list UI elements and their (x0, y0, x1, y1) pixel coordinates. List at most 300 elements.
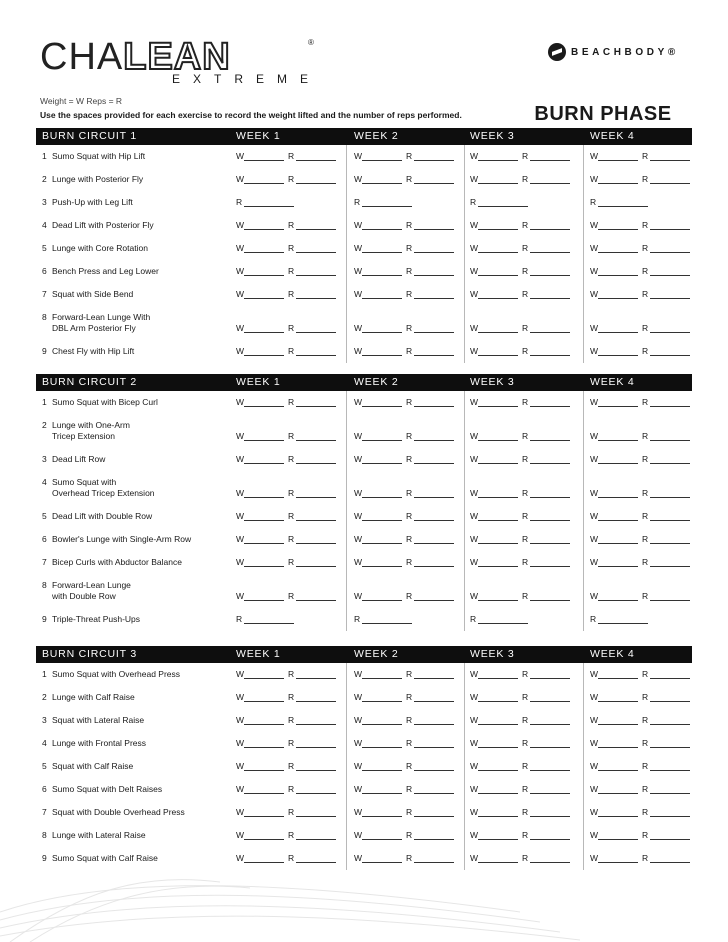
weight-field[interactable]: W (354, 397, 402, 408)
reps-field[interactable]: R (406, 761, 454, 772)
exercise-row (36, 824, 692, 847)
week-1-entry (236, 830, 336, 841)
weight-field[interactable]: W (354, 807, 402, 818)
weight-field[interactable]: W (236, 397, 284, 408)
weight-field[interactable]: W (590, 692, 638, 703)
weight-field[interactable]: W (590, 266, 638, 277)
weight-field[interactable]: W (354, 289, 402, 300)
reps-field[interactable]: R (522, 220, 570, 231)
weight-field[interactable]: W (590, 431, 638, 442)
week-1-entry (236, 431, 336, 442)
weight-field[interactable]: W (590, 591, 638, 602)
weight-field[interactable]: W (470, 807, 518, 818)
reps-field[interactable]: R (354, 614, 412, 625)
week-1-entry (236, 784, 336, 795)
exercise-row (36, 847, 692, 870)
reps-field[interactable]: R (354, 197, 412, 208)
exercise-row (36, 391, 692, 414)
burn-circuit-1 (36, 128, 692, 363)
reps-field[interactable]: R (406, 534, 454, 545)
weight-field[interactable]: W (236, 454, 284, 465)
weight-field[interactable]: W (354, 243, 402, 254)
weight-field[interactable]: W (236, 174, 284, 185)
reps-field[interactable]: R (288, 511, 336, 522)
reps-field[interactable]: R (288, 738, 336, 749)
exercise-number: 9 (42, 853, 47, 863)
weight-field[interactable]: W (590, 346, 638, 357)
exercise-number: 4 (42, 220, 47, 230)
weight-field[interactable]: W (354, 557, 402, 568)
reps-field[interactable]: R (288, 591, 336, 602)
weight-field[interactable]: W (236, 591, 284, 602)
reps-field[interactable]: R (406, 397, 454, 408)
reps-field[interactable]: R (406, 669, 454, 680)
week-3-entry (470, 346, 570, 357)
reps-field[interactable]: R (642, 715, 690, 726)
reps-field[interactable]: R (288, 174, 336, 185)
reps-field[interactable]: R (642, 591, 690, 602)
week-2-entry (354, 784, 454, 795)
weight-field[interactable]: W (470, 534, 518, 545)
reps-field[interactable]: R (522, 511, 570, 522)
reps-field[interactable]: R (288, 488, 336, 499)
exercise-name-line: Squat with Calf Raise (52, 761, 134, 771)
reps-field[interactable]: R (288, 220, 336, 231)
reps-field[interactable]: R (288, 534, 336, 545)
reps-field[interactable]: R (642, 853, 690, 864)
reps-field[interactable]: R (522, 266, 570, 277)
reps-field[interactable]: R (288, 853, 336, 864)
weight-field[interactable]: W (470, 715, 518, 726)
weight-field[interactable]: W (590, 557, 638, 568)
weight-field[interactable]: W (236, 830, 284, 841)
reps-field[interactable]: R (642, 220, 690, 231)
reps-field[interactable]: R (642, 534, 690, 545)
reps-field[interactable]: R (642, 346, 690, 357)
reps-field[interactable]: R (406, 346, 454, 357)
reps-field[interactable]: R (522, 761, 570, 772)
exercise-number: 9 (42, 614, 47, 624)
reps-field[interactable]: R (642, 784, 690, 795)
weight-field[interactable]: W (590, 454, 638, 465)
weight-field[interactable]: W (236, 669, 284, 680)
weight-field[interactable]: W (470, 243, 518, 254)
reps-field[interactable]: R (522, 669, 570, 680)
reps-field[interactable]: R (642, 454, 690, 465)
week-1-entry (236, 488, 336, 499)
weight-field[interactable]: W (236, 151, 284, 162)
reps-field[interactable]: R (522, 715, 570, 726)
weight-field[interactable]: W (470, 266, 518, 277)
week-3-entry (470, 151, 570, 162)
week-3-entry (470, 323, 570, 334)
reps-field[interactable]: R (288, 715, 336, 726)
weight-field[interactable]: W (354, 488, 402, 499)
reps-field[interactable]: R (288, 323, 336, 334)
reps-field[interactable]: R (642, 669, 690, 680)
reps-field[interactable]: R (288, 431, 336, 442)
weight-reps-legend: Weight = W Reps = R (40, 96, 123, 106)
reps-field[interactable]: R (406, 243, 454, 254)
exercise-number: 6 (42, 784, 47, 794)
reps-field[interactable]: R (288, 784, 336, 795)
weight-field[interactable]: W (590, 397, 638, 408)
week-1-entry (236, 591, 336, 602)
weight-field[interactable]: W (354, 431, 402, 442)
week-4-entry (590, 534, 690, 545)
weight-field[interactable]: W (470, 151, 518, 162)
reps-field[interactable]: R (288, 557, 336, 568)
week-header-4: WEEK 4 (590, 376, 635, 388)
weight-field[interactable]: W (354, 715, 402, 726)
exercise-name-line: Squat with Lateral Raise (52, 715, 145, 725)
weight-field[interactable]: W (236, 266, 284, 277)
reps-field[interactable]: R (642, 289, 690, 300)
weight-field[interactable]: W (470, 289, 518, 300)
exercise-name-line: Lunge with Frontal Press (52, 738, 147, 748)
logo-lean: LEAN (123, 36, 231, 78)
week-4-entry (590, 197, 690, 208)
reps-field[interactable]: R (288, 692, 336, 703)
weight-field[interactable]: W (590, 220, 638, 231)
weight-field[interactable]: W (236, 715, 284, 726)
reps-field[interactable]: R (642, 692, 690, 703)
week-4-entry (590, 738, 690, 749)
exercise-name-line: Bicep Curls with Abductor Balance (52, 557, 182, 567)
reps-field[interactable]: R (642, 431, 690, 442)
exercise-name (42, 614, 140, 625)
weight-field[interactable]: W (354, 669, 402, 680)
reps-field[interactable]: R (406, 266, 454, 277)
weight-field[interactable]: W (354, 853, 402, 864)
week-1-entry (236, 243, 336, 254)
weight-field[interactable]: W (470, 761, 518, 772)
exercise-name (42, 761, 133, 772)
weight-field[interactable]: W (470, 346, 518, 357)
exercise-name-line: Sumo Squat with Calf Raise (52, 853, 158, 863)
week-2-entry (354, 323, 454, 334)
reps-field[interactable]: R (642, 557, 690, 568)
week-1-entry (236, 454, 336, 465)
weight-field[interactable]: W (470, 738, 518, 749)
reps-field[interactable]: R (522, 431, 570, 442)
weight-field[interactable]: W (236, 243, 284, 254)
weight-field[interactable]: W (236, 289, 284, 300)
weight-field[interactable]: W (236, 488, 284, 499)
exercise-number: 8 (42, 580, 47, 590)
weight-field[interactable]: W (236, 323, 284, 334)
weight-field[interactable]: W (354, 511, 402, 522)
week-3-entry (470, 761, 570, 772)
reps-field[interactable]: R (406, 738, 454, 749)
weight-field[interactable]: W (236, 534, 284, 545)
week-2-entry (354, 151, 454, 162)
week-1-entry (236, 220, 336, 231)
week-3-entry (470, 266, 570, 277)
reps-field[interactable]: R (522, 534, 570, 545)
reps-field[interactable]: R (522, 174, 570, 185)
reps-field[interactable]: R (406, 454, 454, 465)
reps-field[interactable]: R (642, 830, 690, 841)
reps-field[interactable]: R (642, 266, 690, 277)
reps-field[interactable]: R (642, 397, 690, 408)
exercise-name (42, 197, 133, 208)
reps-field[interactable]: R (406, 715, 454, 726)
weight-field[interactable]: W (590, 151, 638, 162)
exercise-number: 3 (42, 715, 47, 725)
exercise-name (42, 243, 148, 254)
weight-field[interactable]: W (354, 534, 402, 545)
week-4-entry (590, 266, 690, 277)
weight-field[interactable]: W (470, 853, 518, 864)
week-3-entry (470, 784, 570, 795)
weight-field[interactable]: W (590, 761, 638, 772)
weight-field[interactable]: W (470, 830, 518, 841)
weight-field[interactable]: W (354, 346, 402, 357)
reps-field[interactable]: R (522, 784, 570, 795)
weight-field[interactable]: W (590, 488, 638, 499)
reps-field[interactable]: R (406, 174, 454, 185)
weight-field[interactable]: W (236, 761, 284, 772)
week-3-entry (470, 454, 570, 465)
exercise-name-line: Sumo Squat with Bicep Curl (52, 397, 158, 407)
reps-field[interactable]: R (406, 591, 454, 602)
weight-field[interactable]: W (590, 784, 638, 795)
week-1-entry (236, 557, 336, 568)
weight-field[interactable]: W (236, 784, 284, 795)
reps-field[interactable]: R (406, 323, 454, 334)
reps-field[interactable]: R (406, 853, 454, 864)
reps-field[interactable]: R (642, 151, 690, 162)
reps-field[interactable]: R (406, 488, 454, 499)
reps-field[interactable]: R (406, 784, 454, 795)
week-header-2: WEEK 2 (354, 130, 399, 142)
weight-field[interactable]: W (354, 220, 402, 231)
reps-field[interactable]: R (406, 557, 454, 568)
exercise-name (42, 346, 134, 357)
reps-field[interactable]: R (236, 197, 294, 208)
reps-field[interactable]: R (236, 614, 294, 625)
weight-field[interactable]: W (354, 761, 402, 772)
reps-field[interactable]: R (288, 289, 336, 300)
week-3-entry (470, 807, 570, 818)
week-3-entry (470, 830, 570, 841)
reps-field[interactable]: R (522, 853, 570, 864)
weight-field[interactable]: W (470, 669, 518, 680)
reps-field[interactable]: R (522, 830, 570, 841)
weight-field[interactable]: W (236, 853, 284, 864)
weight-field[interactable]: W (470, 591, 518, 602)
reps-field[interactable]: R (642, 511, 690, 522)
weight-field[interactable]: W (236, 220, 284, 231)
week-1-entry (236, 715, 336, 726)
reps-field[interactable]: R (522, 151, 570, 162)
reps-field[interactable]: R (522, 289, 570, 300)
exercise-name-line: Forward-Lean Lunge (52, 580, 131, 590)
exercise-row (36, 471, 692, 505)
reps-field[interactable]: R (406, 511, 454, 522)
weight-field[interactable]: W (236, 738, 284, 749)
exercise-number: 3 (42, 454, 47, 464)
weight-field[interactable]: W (590, 511, 638, 522)
weight-field[interactable]: W (470, 323, 518, 334)
reps-field[interactable]: R (642, 488, 690, 499)
exercise-number: 1 (42, 397, 47, 407)
weight-field[interactable]: W (354, 323, 402, 334)
circuit-title: BURN CIRCUIT 1 (42, 130, 138, 142)
weight-field[interactable]: W (354, 266, 402, 277)
reps-field[interactable]: R (522, 692, 570, 703)
weight-field[interactable]: W (470, 431, 518, 442)
weight-field[interactable]: W (470, 454, 518, 465)
reps-field[interactable]: R (406, 220, 454, 231)
weight-field[interactable]: W (236, 807, 284, 818)
exercise-name (42, 289, 133, 300)
reps-field[interactable]: R (522, 738, 570, 749)
weight-field[interactable]: W (354, 784, 402, 795)
reps-field[interactable]: R (470, 614, 528, 625)
weight-field[interactable]: W (354, 151, 402, 162)
reps-field[interactable]: R (406, 692, 454, 703)
week-1-entry (236, 511, 336, 522)
reps-field[interactable]: R (642, 243, 690, 254)
burn-circuit-2 (36, 374, 692, 631)
reps-field[interactable]: R (288, 346, 336, 357)
reps-field[interactable]: R (288, 807, 336, 818)
week-4-entry (590, 397, 690, 408)
reps-field[interactable]: R (590, 197, 648, 208)
reps-field[interactable]: R (522, 243, 570, 254)
exercise-name-line: Sumo Squat with Delt Raises (52, 784, 163, 794)
reps-field[interactable]: R (590, 614, 648, 625)
weight-field[interactable]: W (590, 243, 638, 254)
weight-field[interactable]: W (470, 784, 518, 795)
reps-field[interactable]: R (522, 488, 570, 499)
exercise-name (42, 511, 152, 522)
weight-field[interactable]: W (354, 738, 402, 749)
weight-field[interactable]: W (590, 807, 638, 818)
reps-field[interactable]: R (288, 266, 336, 277)
reps-field[interactable]: R (642, 323, 690, 334)
weight-field[interactable]: W (236, 511, 284, 522)
week-3-entry (470, 534, 570, 545)
week-1-entry (236, 761, 336, 772)
week-2-entry (354, 807, 454, 818)
reps-field[interactable]: R (522, 454, 570, 465)
weight-field[interactable]: W (354, 692, 402, 703)
week-4-entry (590, 151, 690, 162)
weight-field[interactable]: W (354, 454, 402, 465)
exercise-name (42, 807, 185, 818)
weight-field[interactable]: W (354, 174, 402, 185)
reps-field[interactable]: R (642, 807, 690, 818)
weight-field[interactable]: W (470, 557, 518, 568)
week-1-entry (236, 197, 336, 208)
reps-field[interactable]: R (522, 807, 570, 818)
week-1-entry (236, 738, 336, 749)
reps-field[interactable]: R (522, 323, 570, 334)
exercise-number: 2 (42, 174, 47, 184)
week-2-entry (354, 614, 454, 625)
weight-field[interactable]: W (470, 174, 518, 185)
reps-field[interactable]: R (522, 591, 570, 602)
week-1-entry (236, 534, 336, 545)
week-2-entry (354, 534, 454, 545)
reps-field[interactable]: R (470, 197, 528, 208)
reps-field[interactable]: R (288, 830, 336, 841)
week-1-entry (236, 669, 336, 680)
exercise-row (36, 340, 692, 363)
reps-field[interactable]: R (288, 669, 336, 680)
week-1-entry (236, 853, 336, 864)
weight-field[interactable]: W (354, 830, 402, 841)
week-4-entry (590, 220, 690, 231)
weight-field[interactable]: W (590, 715, 638, 726)
instructions: Use the spaces provided for each exercise to record the weight lifted and the number of reps performed. (40, 110, 462, 120)
weight-field[interactable]: W (236, 692, 284, 703)
logo-registered-mark: ® (308, 38, 314, 47)
exercise-number: 7 (42, 557, 47, 567)
weight-field[interactable]: W (590, 830, 638, 841)
reps-field[interactable]: R (288, 397, 336, 408)
reps-field[interactable]: R (406, 431, 454, 442)
exercise-name-line: Lunge with Calf Raise (52, 692, 135, 702)
reps-field[interactable]: R (288, 761, 336, 772)
week-3-entry (470, 715, 570, 726)
reps-field[interactable]: R (406, 151, 454, 162)
week-2-entry (354, 220, 454, 231)
weight-field[interactable]: W (236, 557, 284, 568)
reps-field[interactable]: R (288, 151, 336, 162)
exercise-row (36, 801, 692, 824)
weight-field[interactable]: W (590, 853, 638, 864)
reps-field[interactable]: R (406, 807, 454, 818)
weight-field[interactable]: W (590, 738, 638, 749)
weight-field[interactable]: W (470, 692, 518, 703)
weight-field[interactable]: W (236, 431, 284, 442)
reps-field[interactable]: R (288, 243, 336, 254)
weight-field[interactable]: W (470, 488, 518, 499)
weight-field[interactable]: W (470, 397, 518, 408)
reps-field[interactable]: R (642, 738, 690, 749)
weight-field[interactable]: W (590, 174, 638, 185)
reps-field[interactable]: R (288, 454, 336, 465)
weight-field[interactable]: W (590, 534, 638, 545)
weight-field[interactable]: W (354, 591, 402, 602)
week-header-1: WEEK 1 (236, 648, 281, 660)
exercise-row (36, 709, 692, 732)
reps-field[interactable]: R (406, 830, 454, 841)
reps-field[interactable]: R (522, 397, 570, 408)
weight-field[interactable]: W (590, 323, 638, 334)
week-4-entry (590, 830, 690, 841)
week-3-entry (470, 557, 570, 568)
reps-field[interactable]: R (406, 289, 454, 300)
reps-field[interactable]: R (522, 346, 570, 357)
weight-field[interactable]: W (590, 669, 638, 680)
reps-field[interactable]: R (642, 761, 690, 772)
reps-field[interactable]: R (522, 557, 570, 568)
weight-field[interactable]: W (590, 289, 638, 300)
week-2-entry (354, 454, 454, 465)
weight-field[interactable]: W (236, 346, 284, 357)
exercise-name (42, 830, 146, 841)
reps-field[interactable]: R (642, 174, 690, 185)
weight-field[interactable]: W (470, 511, 518, 522)
week-3-entry (470, 174, 570, 185)
exercise-row (36, 551, 692, 574)
weight-field[interactable]: W (470, 220, 518, 231)
